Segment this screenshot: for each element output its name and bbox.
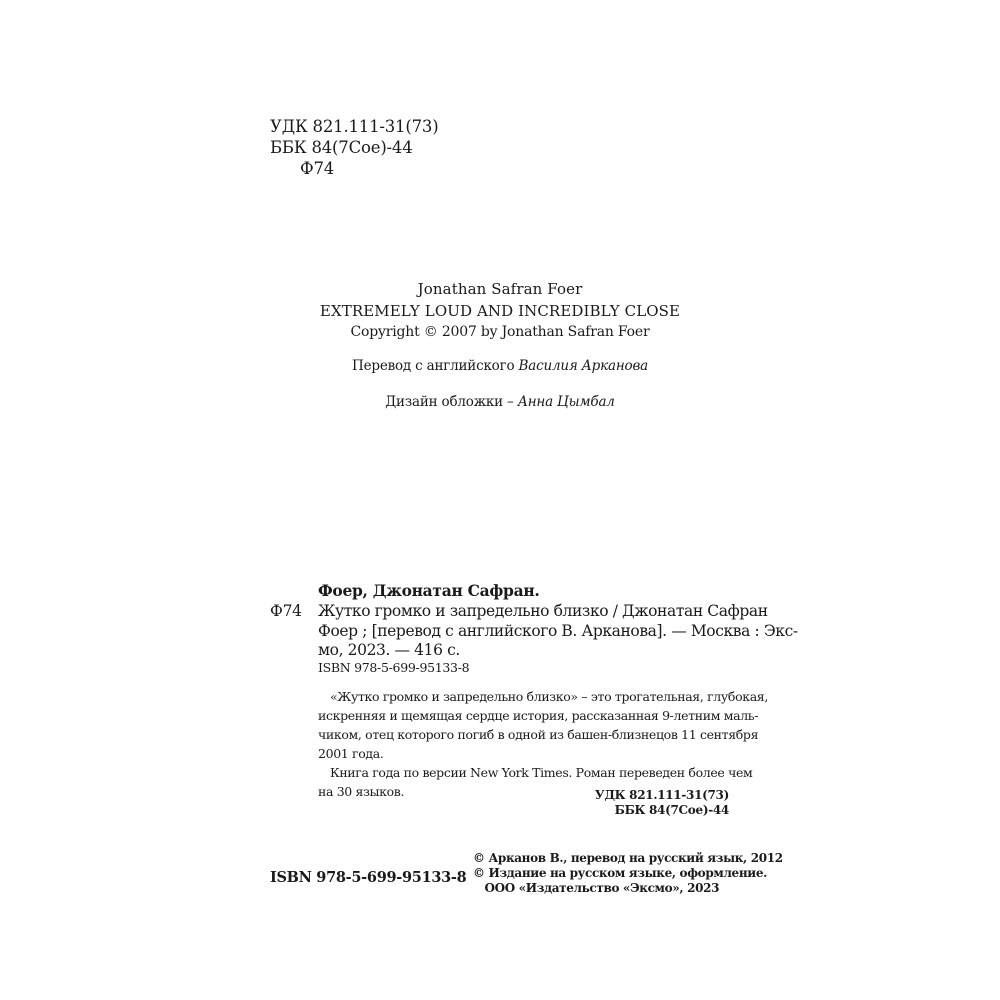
translation-prefix: Перевод с английского [352,358,519,374]
catalog-description-line: мо, 2023. — 416 с. [318,641,460,659]
cover-designer-name: Анна Цымбал [517,394,615,410]
copyright-line: © Арканов В., перевод на русский язык, 2012 [473,851,783,865]
catalog-description-line: Фоер ; [перевод с английского В. Арканова]. — Москва : Экс- [318,622,798,640]
copyright-line: ООО «Издательство «Эксмо», 2023 [473,881,720,895]
catalog-description-line: Жутко громко и запредельно близко / Джонатан Сафран [318,602,768,620]
udk-code: УДК 821.111-31(73) [270,117,439,136]
translator-name: Василия Арканова [518,358,648,374]
cover-prefix: Дизайн обложки – [385,394,518,410]
catalog-udk: УДК 821.111-31(73) [594,788,729,802]
original-copyright: Copyright © 2007 by Jonathan Safran Foer [350,324,650,340]
annotation-line: искренняя и щемящая сердце история, рассказанная 9-летним маль- [318,708,759,723]
translation-credit [0,358,1000,374]
annotation-line: 2001 года. [318,746,384,761]
copyright-notices [473,851,783,896]
annotation-line: «Жутко громко и запредельно близко» – это трогательная, глубокая, [330,689,768,704]
annotation-line: Книга года по версии New York Times. Роман переведен более чем [330,765,753,780]
original-title: EXTREMELY LOUD AND INCREDIBLY CLOSE [319,302,681,320]
original-author: Jonathan Safran Foer [417,280,583,298]
catalog-heading: Фоер, Джонатан Сафран. [318,581,540,600]
catalog-bbk: ББК 84(7Сое)-44 [614,803,729,817]
annotation-line: чиком, отец которого погиб в одной из башен-близнецов 11 сентября [318,727,759,742]
bbk-code: ББК 84(7Сое)-44 [270,138,413,157]
cover-design-credit [0,394,1000,410]
catalog-author-mark: Ф74 [270,602,302,620]
author-mark: Ф74 [300,159,335,178]
catalog-classification [595,788,729,818]
footer-isbn: ISBN 978-5-699-95133-8 [270,869,467,886]
catalog-isbn: ISBN 978-5-699-95133-8 [318,660,470,675]
annotation-line: на 30 языков. [318,784,405,799]
copyright-line: © Издание на русском языке, оформление. [473,866,767,880]
